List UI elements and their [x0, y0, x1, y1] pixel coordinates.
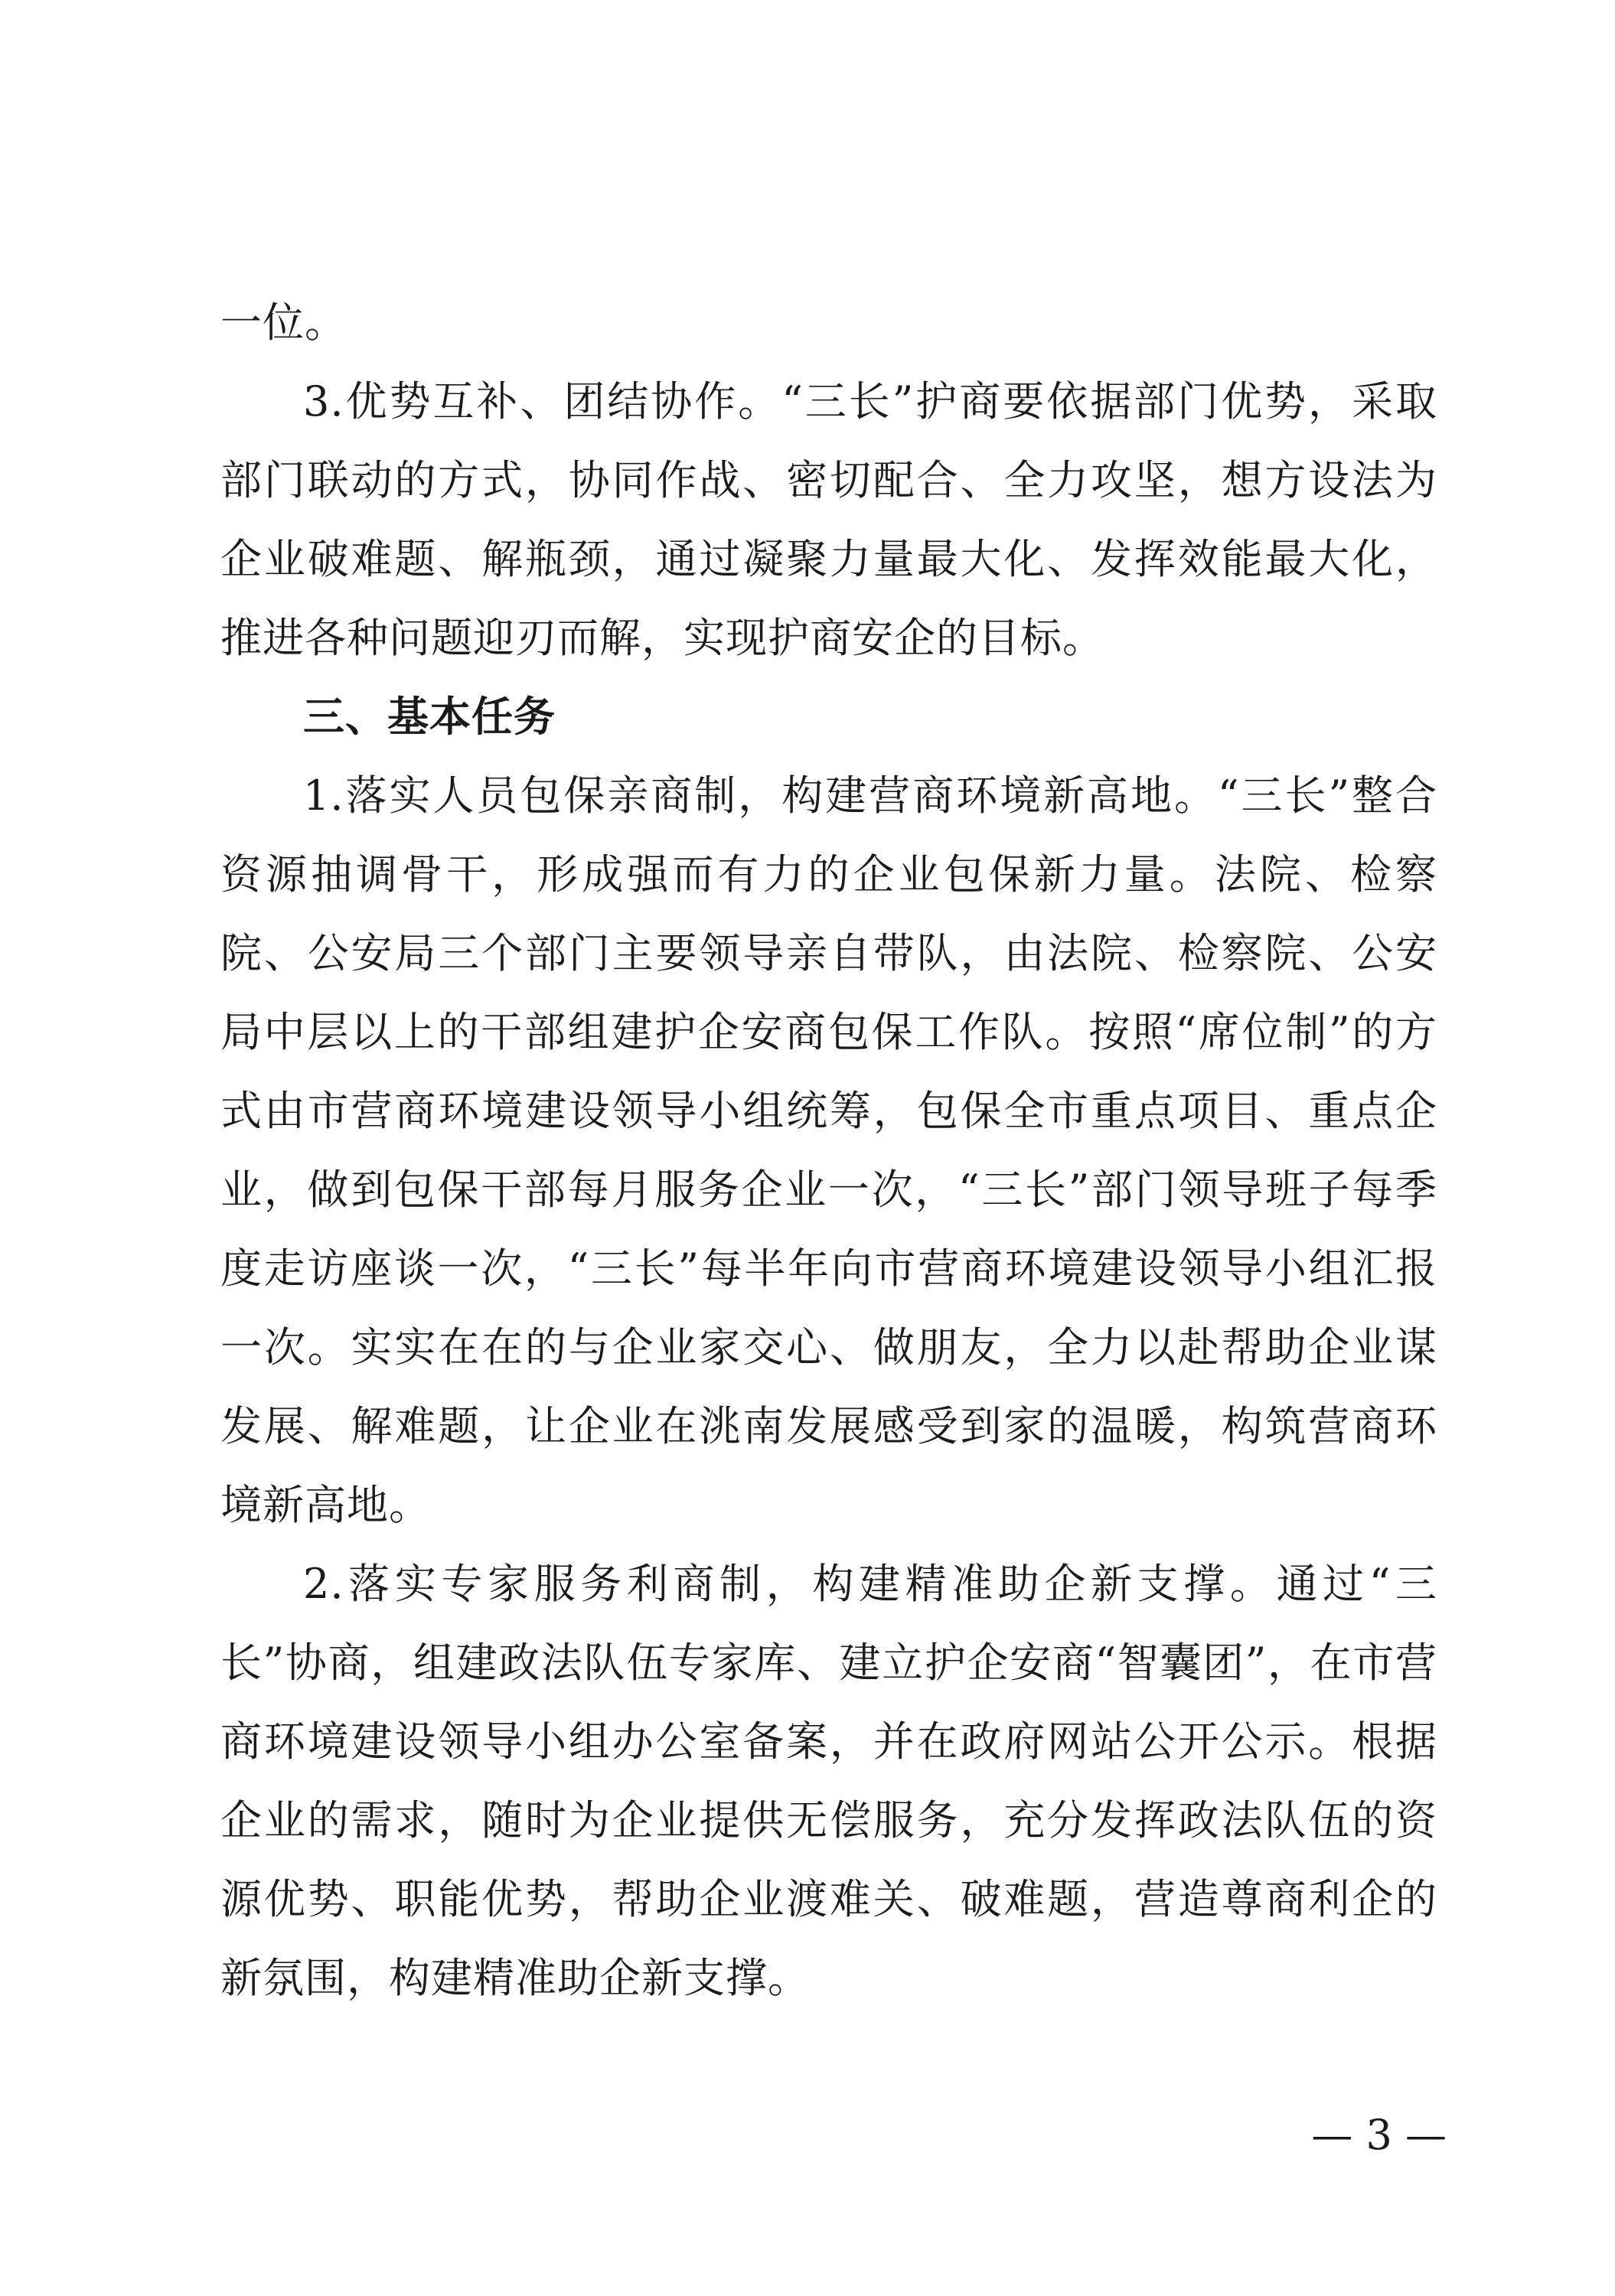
- page-number: — 3 —: [1311, 2111, 1447, 2159]
- paragraph-task-2: 2.落实专家服务利商制，构建精准助企新支撑。通过“三长”协商，组建政法队伍专家库、建立护企安商“智囊团”，在市营商环境建设领导小组办公室备案，并在政府网站公开公示。根据企业的需求，随时为企业提供无偿服务，充分发挥政法队伍的资源优势、职能优势，帮助企业渡难关、破难题，营造尊商利企的新氛围，构建精准助企新支撑。: [220, 1560, 1437, 2002]
- document-body: [220, 283, 1437, 2017]
- paragraph-continuation: 一位。: [220, 298, 347, 347]
- paragraph-advantage-cooperation: 3.优势互补、团结协作。“三长”护商要依据部门优势，采取部门联动的方式，协同作战、密切配合、全力攻坚，想方设法为企业破难题、解瓶颈，通过凝聚力量最大化、发挥效能最大化，推进各种问题迎刃而解，实现护商安企的目标。: [220, 377, 1437, 662]
- paragraph-task-1: 1.落实人员包保亲商制，构建营商环境新高地。“三长”整合资源抽调骨干，形成强而有力的企业包保新力量。法院、检察院、公安局三个部门主要领导亲自带队，由法院、检察院、公安局中层以上的干部组建护企安商包保工作队。按照“席位制”的方式由市营商环境建设领导小组统筹，包保全市重点项目、重点企业，做到包保干部每月服务企业一次，“三长”部门领导班子每季度走访座谈一次，“三长”每半年向市营商环境建设领导小组汇报一次。实实在在的与企业家交心、做朋友，全力以赴帮助企业谋发展、解难题，让企业在洮南发展感受到家的温暖，构筑营商环境新高地。: [220, 771, 1437, 1529]
- section-heading-basic-tasks: 三、基本任务: [303, 693, 556, 741]
